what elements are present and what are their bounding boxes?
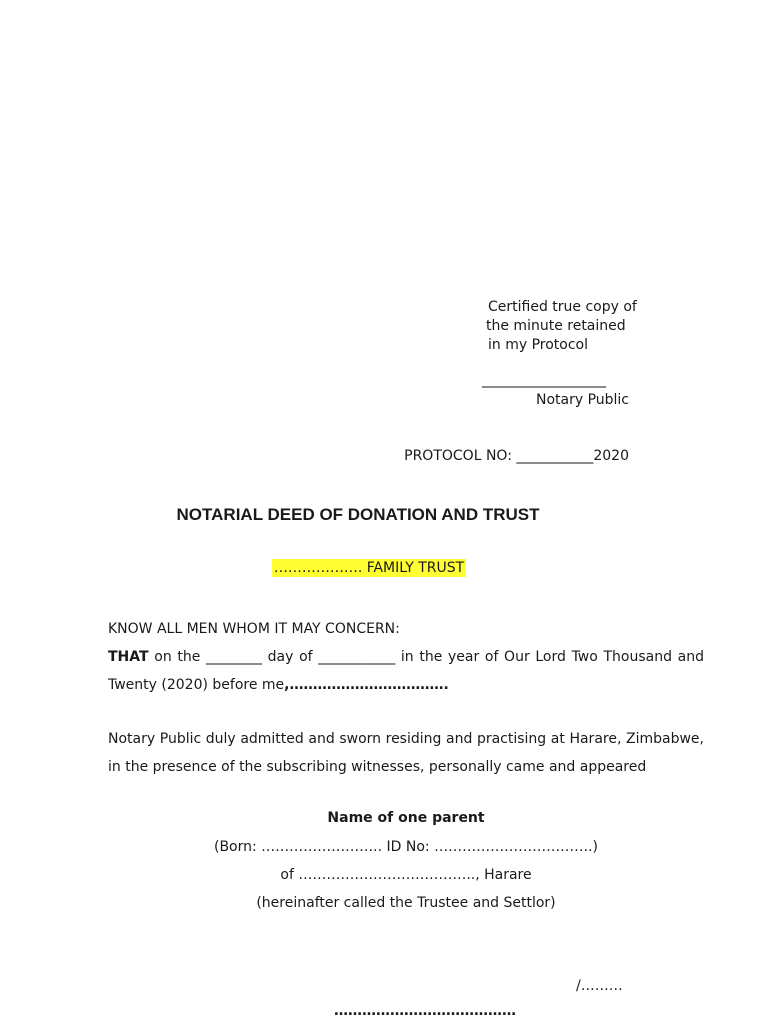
trust-name-highlight: ………………. FAMILY TRUST	[273, 560, 465, 576]
certification-block	[486, 298, 637, 355]
signature-line: ___________________	[482, 372, 606, 388]
know-all-men: KNOW ALL MEN WHOM IT MAY CONCERN:	[108, 621, 400, 637]
party-role: (hereinafter called the Trustee and Settlor)	[256, 895, 556, 911]
that-paragraph	[108, 643, 704, 699]
party-name: Name of one parent	[327, 810, 485, 826]
footer-dots: …………………………………	[334, 1003, 516, 1019]
notary-public-label: Notary Public	[535, 392, 629, 408]
party-address: of ……………………………….., Harare	[280, 867, 532, 883]
that-text: on the ________ day of ___________ in the year of Our Lord Two Thousand and Twenty (2020) before me	[108, 649, 704, 693]
cert-line-1: Certified true copy of	[488, 299, 637, 315]
that-word: THAT	[108, 649, 149, 665]
protocol-number: PROTOCOL NO: ___________2020	[404, 448, 629, 464]
notary-paragraph: Notary Public duly admitted and sworn residing and practising at Harare, Zimbabwe, in the presence of the subscribing witnesses, personally came and appeared	[108, 731, 704, 775]
that-dots: ,…………………………….	[284, 677, 449, 693]
party-born: (Born: …………………….. ID No: …………………………….)	[213, 839, 598, 855]
cert-line-3: in my Protocol	[488, 337, 589, 353]
document-title: NOTARIAL DEED OF DONATION AND TRUST	[176, 505, 540, 524]
page-continued: /………	[576, 978, 623, 994]
trust-name-line	[0, 560, 738, 576]
cert-line-2: the minute retained	[486, 318, 626, 334]
